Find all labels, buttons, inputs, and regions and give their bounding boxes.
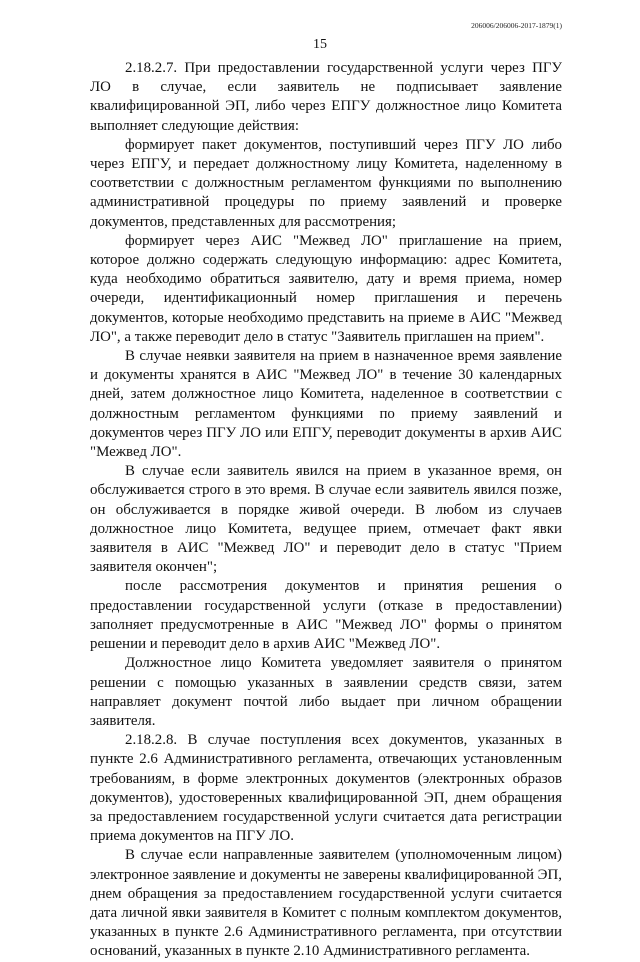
paragraph-no-show: В случае неявки заявителя на прием в назначенное время заявление и документы хранятся в АИС "Межвед ЛО" в течение 30 календарных дней, затем должностное лицо Комитета, наделенное в соответствии с должностным регламентом функциями по приему заявлений и документов через ПГУ ЛО или ЕПГУ, переводит документы в архив АИС "Межвед ЛО". — [90, 348, 562, 461]
paragraph-attendance: В случае если заявитель явился на прием в указанное время, он обслуживается строго в это время. В случае если заявитель явился позже, он обслуживается в порядке живой очереди. В любом из случаев должностное лицо Комитета, ведущее прием, отмечает факт явки заявителя в АИС "Межвед ЛО" и переводит дело в статус "Прием заявителя окончен"; — [90, 463, 562, 576]
document-registration-code: 206006/206006-2017-1879(1) — [471, 21, 562, 30]
paragraph-2-18-2-7: 2.18.2.7. При предоставлении государственной услуги через ПГУ ЛО в случае, если заявитель не подписывает заявление квалифицированной ЭП, либо через ЕПГУ должностное лицо Комитета выполняет следующие действия: — [90, 60, 562, 134]
paragraph-after-review: после рассмотрения документов и принятия решения о предоставлении государственной услуги (отказе в предоставлении) заполняет предусмотренные в АИС "Межвед ЛО" формы о принятом решении и переводит дело в архив АИС "Межвед ЛО". — [90, 578, 562, 653]
document-body — [90, 59, 562, 962]
paragraph-2-18-2-8: 2.18.2.8. В случае поступления всех документов, указанных в пункте 2.6 Административного регламента, отвечающих установленным требованиям, в форме электронных документов (электронных образов документов), удостоверенных квалифицированной ЭП, днем обращения за предоставлением государственной услуги считается дата регистрации приема документов на ПГУ ЛО. — [90, 732, 562, 845]
paragraph-forms-invitation: формирует через АИС "Межвед ЛО" приглашение на прием, которое должно содержать следующую информацию: адрес Комитета, куда необходимо обратиться заявителю, дату и время приема, номер очереди, идентификационный номер приглашения и перечень документов, которые необходимо представить на приеме в АИС "Межвед ЛО", а также переводит дело в статус "Заявитель приглашен на прием". — [90, 232, 562, 345]
paragraph-forms-package: формирует пакет документов, поступивший через ПГУ ЛО либо через ЕПГУ, и передает должностному лицу Комитета, наделенному в соответствии с должностным регламентом функциями по выполнению административной процедуры по приему заявлений и проверке документов, представленных для рассмотрения; — [90, 136, 562, 230]
paragraph-unsigned-documents: В случае если направленные заявителем (уполномоченным лицом) электронное заявление и документы не заверены квалифицированной ЭП, днем обращения за предоставлением государственной услуги считается дата личной явки заявителя в Комитет с полным комплектом документов, указанных в пункте 2.6 Административного регламента, при отсутствии оснований, указанных в пункте 2.10 Административного регламента. — [90, 847, 562, 960]
paragraph-notification: Должностное лицо Комитета уведомляет заявителя о принятом решении с помощью указанных в заявлении средств связи, затем направляет документ почтой либо выдает при личном обращении заявителя. — [90, 655, 562, 729]
page-number: 15 — [313, 37, 327, 52]
